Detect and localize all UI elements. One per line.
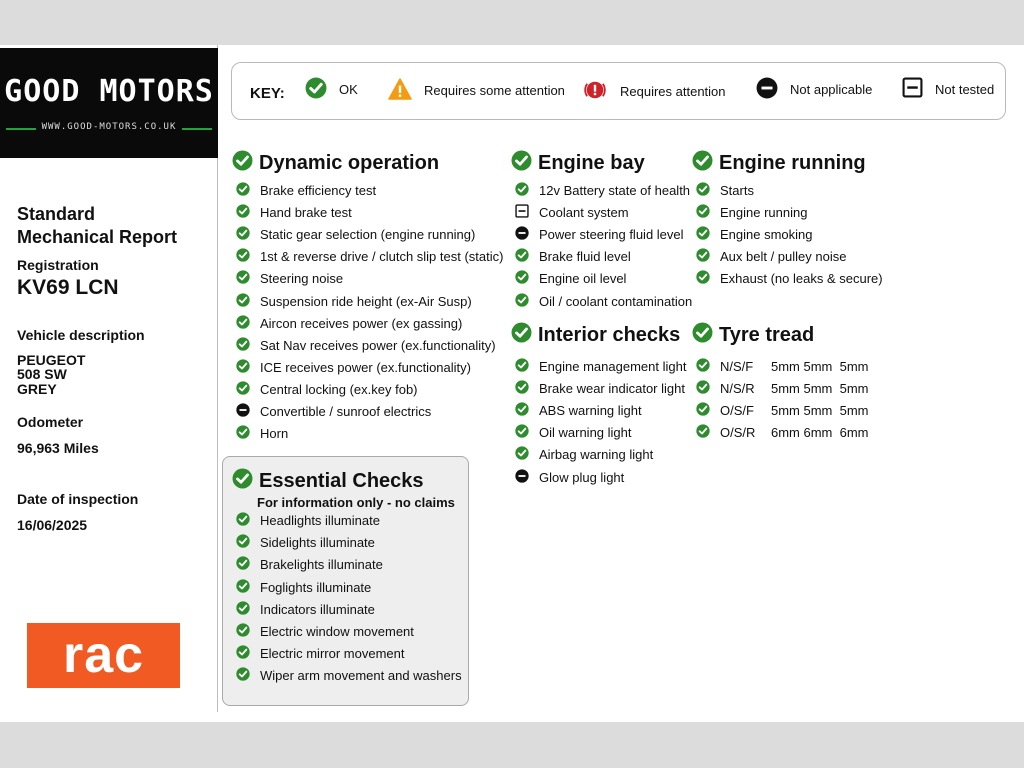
check-icon — [236, 579, 250, 596]
check-icon — [515, 248, 529, 265]
odometer-value: 96,963 Miles — [17, 440, 99, 456]
check-icon — [696, 358, 710, 375]
check-icon — [232, 150, 253, 176]
check-item — [515, 248, 631, 265]
check-icon — [515, 424, 529, 441]
tyre-depths: 5mm 5mm 5mm — [771, 403, 869, 418]
check-item — [236, 293, 472, 310]
section-header — [692, 150, 866, 176]
check-icon — [692, 150, 713, 176]
section-header — [232, 150, 439, 176]
check-item-label: Brake fluid level — [539, 249, 631, 265]
check-item-label: Foglights illuminate — [260, 579, 372, 595]
check-item-label: Glow plug light — [539, 469, 625, 485]
section-title: Essential Checks — [259, 469, 424, 492]
check-item-label: Indicators illuminate — [260, 601, 375, 617]
key-title: KEY: — [250, 85, 285, 102]
check-item-label: Convertible / sunroof electrics — [260, 404, 432, 419]
not-applicable-icon — [756, 77, 778, 102]
logo-website: WWW.GOOD-MOTORS.CO.UK — [41, 122, 177, 132]
section-title: Interior checks — [538, 323, 681, 346]
check-item — [515, 204, 629, 221]
check-icon — [696, 204, 710, 221]
section-header — [692, 322, 814, 348]
vehicle-colour: GREY — [17, 381, 57, 397]
inspection-date-value: 16/06/2025 — [17, 517, 88, 533]
check-item-label: Sidelights illuminate — [260, 535, 375, 551]
not-applicable-icon — [515, 226, 529, 243]
check-item-label: Electric window movement — [260, 624, 414, 639]
check-item — [236, 337, 496, 354]
check-item-label: Exhaust (no leaks & secure) — [720, 271, 883, 287]
check-icon — [515, 358, 529, 375]
not-tested-icon — [902, 77, 923, 101]
check-icon — [696, 182, 710, 199]
check-icon — [515, 270, 529, 287]
check-item-label: Power steering fluid level — [539, 227, 684, 243]
check-item — [236, 556, 383, 573]
not-applicable-icon — [236, 403, 250, 420]
key-item-label: Requires attention — [620, 84, 726, 99]
tyre-depths: 5mm 5mm 5mm — [771, 359, 869, 374]
check-item — [515, 182, 690, 199]
check-icon — [696, 380, 710, 397]
check-item — [236, 579, 371, 596]
check-item-label: Brake efficiency test — [260, 183, 377, 198]
check-icon — [236, 556, 250, 573]
check-item-label: Sat Nav receives power (ex.functionality) — [260, 337, 496, 353]
check-item — [236, 601, 375, 618]
check-item — [236, 381, 418, 398]
check-item — [236, 667, 462, 684]
key-item-label: Not tested — [935, 81, 995, 97]
check-icon — [236, 204, 250, 221]
check-item — [236, 359, 471, 376]
check-icon — [232, 468, 253, 494]
check-item — [236, 623, 414, 640]
check-item-label: Aux belt / pulley noise — [720, 249, 847, 265]
check-item-label: Aircon receives power (ex gassing) — [260, 315, 463, 331]
check-item — [515, 402, 642, 419]
check-item — [236, 270, 343, 287]
check-item-label: Electric mirror movement — [260, 646, 405, 662]
check-item-label: Oil warning light — [539, 425, 632, 441]
check-item-label: Horn — [260, 426, 289, 442]
check-item — [515, 380, 685, 397]
check-icon — [696, 226, 710, 243]
logo-text: GOOD MOTORS — [4, 74, 214, 109]
check-icon — [696, 270, 710, 287]
check-icon — [236, 667, 250, 684]
key-item-not-tested — [902, 77, 994, 101]
check-icon — [236, 425, 250, 442]
check-item — [236, 315, 462, 332]
check-item-label: ICE receives power (ex.functionality) — [260, 359, 471, 375]
essential-checks-note: For information only - no claims — [257, 495, 455, 510]
check-item-label: 12v Battery state of health — [539, 183, 691, 198]
check-item-label: Brake wear indicator light — [539, 381, 685, 397]
check-icon — [696, 248, 710, 265]
check-item-label: Headlights illuminate — [260, 513, 380, 528]
tyre-position: N/S/F — [720, 359, 754, 374]
tyre-position: N/S/R — [720, 381, 755, 396]
key-item-some-attention — [388, 77, 565, 104]
sidebar — [0, 45, 218, 712]
registration-value: KV69 LCN — [17, 276, 119, 299]
check-item — [236, 226, 475, 243]
rac-logo-text: rac — [62, 626, 145, 684]
rac-logo — [27, 623, 180, 688]
check-icon — [515, 380, 529, 397]
check-item — [236, 645, 404, 662]
check-icon — [515, 402, 529, 419]
check-item-label: 1st & reverse drive / clutch slip test (static) — [260, 249, 504, 265]
dealer-logo — [0, 48, 218, 158]
check-icon — [236, 293, 250, 310]
check-icon — [236, 315, 250, 332]
check-item — [696, 270, 883, 287]
alert-icon — [582, 77, 608, 106]
check-item — [696, 182, 754, 199]
check-icon — [511, 322, 532, 348]
report-title-line2: Mechanical Report — [17, 227, 178, 247]
check-item-label: Engine smoking — [720, 227, 813, 243]
check-icon — [236, 270, 250, 287]
key-item-label: Not applicable — [790, 82, 873, 97]
tyre-position: O/S/R — [720, 425, 756, 440]
check-item — [515, 226, 684, 243]
check-icon — [305, 77, 327, 102]
not-tested-icon — [515, 204, 529, 221]
check-item-label: Brakelights illuminate — [260, 557, 383, 573]
vehicle-description-label: Vehicle description — [17, 327, 145, 343]
section-header — [232, 468, 424, 494]
check-item — [236, 425, 288, 442]
check-icon — [236, 601, 250, 618]
check-item — [696, 204, 807, 221]
report-sheet — [0, 45, 1024, 722]
odometer-label: Odometer — [17, 414, 84, 430]
check-item-label: Static gear selection (engine running) — [260, 227, 476, 243]
key-item-label: OK — [339, 82, 358, 97]
check-item — [515, 358, 686, 375]
not-applicable-icon — [515, 469, 529, 486]
key-item-requires-attention — [582, 77, 726, 106]
check-icon — [236, 381, 250, 398]
check-item-label: Central locking (ex.key fob) — [260, 381, 418, 397]
check-item — [236, 204, 352, 221]
check-icon — [236, 623, 250, 640]
check-item — [515, 293, 692, 310]
section-title: Engine bay — [538, 151, 645, 174]
section-title: Engine running — [719, 151, 866, 174]
section-title: Dynamic operation — [259, 151, 440, 174]
registration-label: Registration — [17, 257, 99, 273]
vehicle-model: 508 SW — [17, 366, 67, 382]
check-icon — [236, 226, 250, 243]
check-item-label: Airbag warning light — [539, 447, 654, 463]
section-header — [511, 150, 645, 176]
check-item — [515, 270, 626, 287]
check-item — [515, 446, 653, 463]
check-item — [236, 403, 431, 420]
tyre-position: O/S/F — [720, 403, 754, 418]
check-item-label: Suspension ride height (ex-Air Susp) — [260, 293, 472, 309]
check-icon — [236, 337, 250, 354]
check-icon — [236, 512, 250, 529]
check-icon — [696, 402, 710, 419]
status-key — [231, 62, 1006, 120]
section-title: Tyre tread — [719, 323, 815, 346]
check-item-label: Wiper arm movement and washers — [260, 668, 462, 684]
report-title-line1: Standard — [17, 204, 96, 224]
check-icon — [515, 446, 529, 463]
check-item — [696, 226, 813, 243]
check-icon — [515, 293, 529, 310]
tyre-row — [696, 380, 869, 397]
check-icon — [236, 534, 250, 551]
check-icon — [696, 424, 710, 441]
key-item-not-applicable — [756, 77, 872, 102]
check-item — [236, 512, 380, 529]
tyre-row — [696, 358, 869, 375]
key-item-ok — [305, 77, 358, 102]
check-item-label: Oil / coolant contamination — [539, 293, 693, 309]
check-item-label: ABS warning light — [539, 403, 642, 419]
check-icon — [236, 645, 250, 662]
tyre-row — [696, 424, 869, 441]
section-header — [511, 322, 680, 348]
check-item — [696, 248, 846, 265]
check-icon — [511, 150, 532, 176]
check-icon — [236, 182, 250, 199]
check-icon — [236, 359, 250, 376]
check-item — [515, 469, 624, 486]
check-icon — [236, 248, 250, 265]
check-item-label: Starts — [720, 183, 754, 198]
tyre-depths: 5mm 5mm 5mm — [771, 381, 869, 396]
check-item — [236, 534, 375, 551]
tyre-depths: 6mm 6mm 6mm — [771, 425, 869, 440]
check-item — [236, 248, 503, 265]
check-item-label: Hand brake test — [260, 205, 352, 221]
check-item-label: Coolant system — [539, 205, 629, 221]
inspection-date-label: Date of inspection — [17, 491, 139, 507]
warning-icon — [388, 77, 412, 104]
check-item — [236, 182, 376, 199]
check-item-label: Steering noise — [260, 271, 344, 287]
check-item-label: Engine management light — [539, 359, 687, 374]
check-item-label: Engine running — [720, 205, 808, 221]
check-item-label: Engine oil level — [539, 271, 627, 287]
check-icon — [692, 322, 713, 348]
vehicle-make: PEUGEOT — [17, 352, 86, 368]
key-item-label: Requires some attention — [424, 83, 565, 98]
check-item — [515, 424, 632, 441]
tyre-row — [696, 402, 869, 419]
check-icon — [515, 182, 529, 199]
